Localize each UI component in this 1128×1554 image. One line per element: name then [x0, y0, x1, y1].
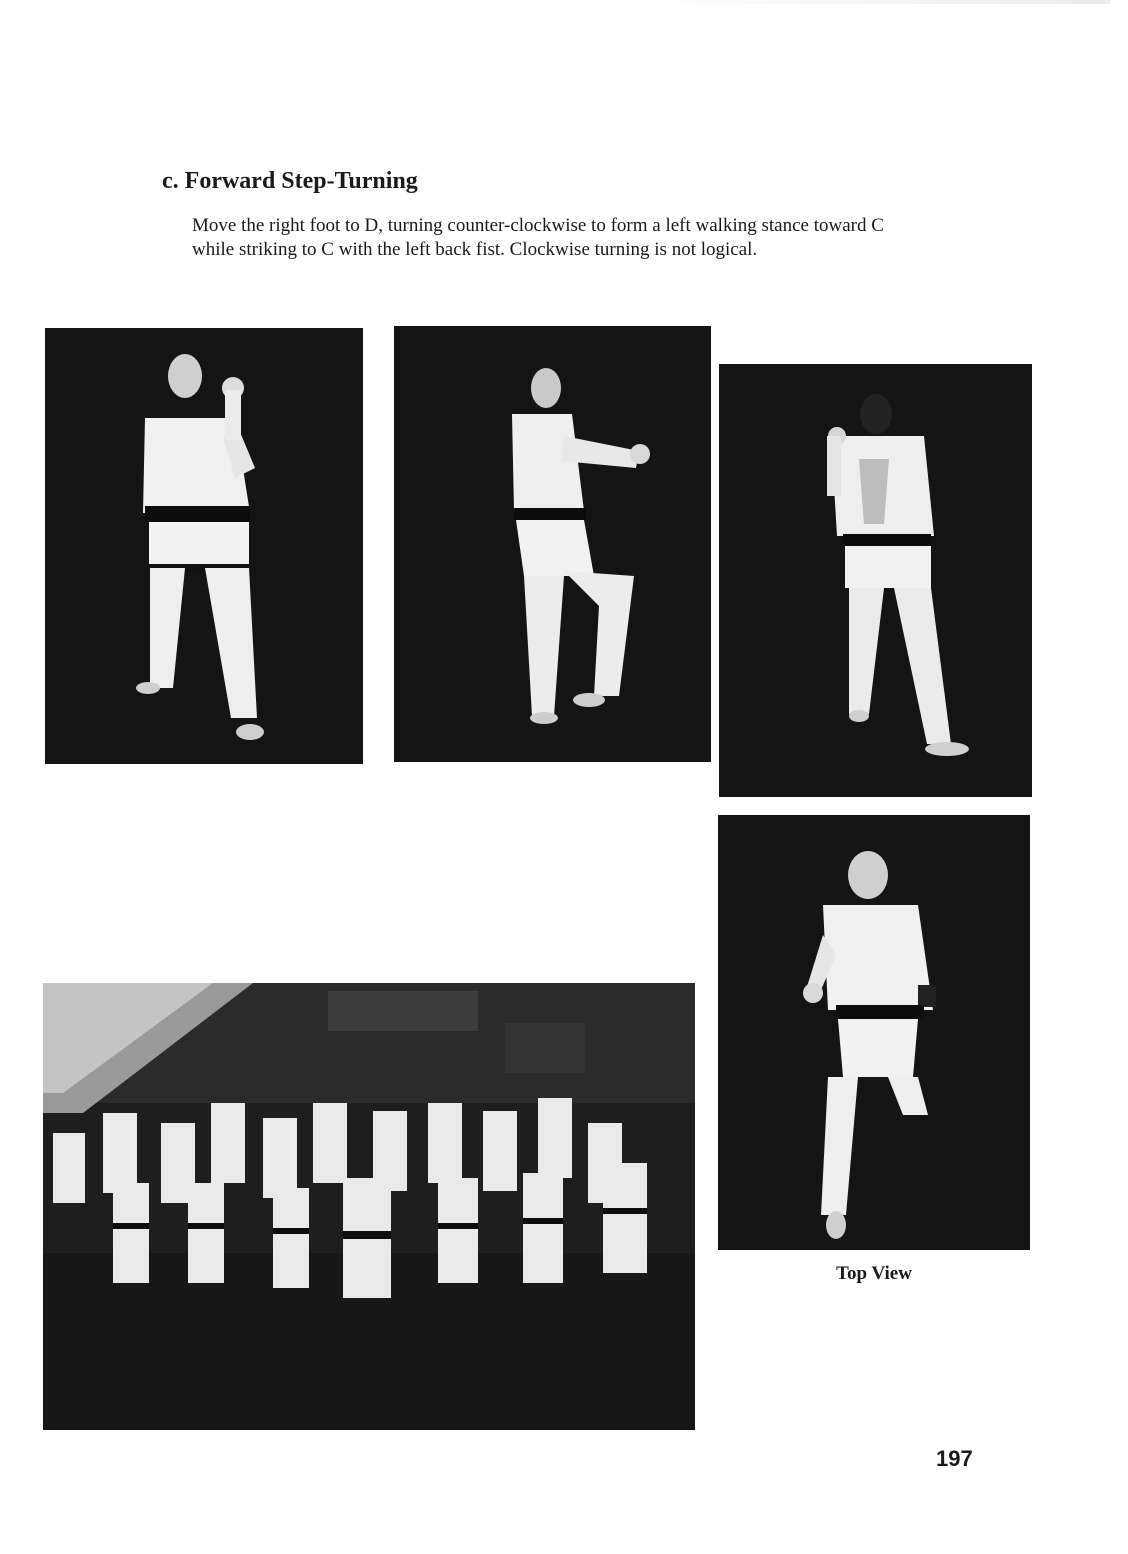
- photo-side-turning: [394, 326, 711, 762]
- photo-front-stance: [45, 328, 363, 764]
- photo-top-view: [718, 815, 1030, 1250]
- page-number: 197: [936, 1446, 973, 1471]
- scan-edge-shadow: [640, 0, 1110, 4]
- photo-group-class: [43, 983, 695, 1430]
- photo-back-view: [719, 364, 1032, 797]
- section-heading: c. Forward Step-Turning: [162, 168, 418, 194]
- caption-top-view: Top View: [836, 1263, 912, 1284]
- instruction-paragraph: Move the right foot to D, turning counter-clockwise to form a left walking stance toward C while striking to C with the left back fist. Clockwise turning is not logical.: [192, 215, 884, 260]
